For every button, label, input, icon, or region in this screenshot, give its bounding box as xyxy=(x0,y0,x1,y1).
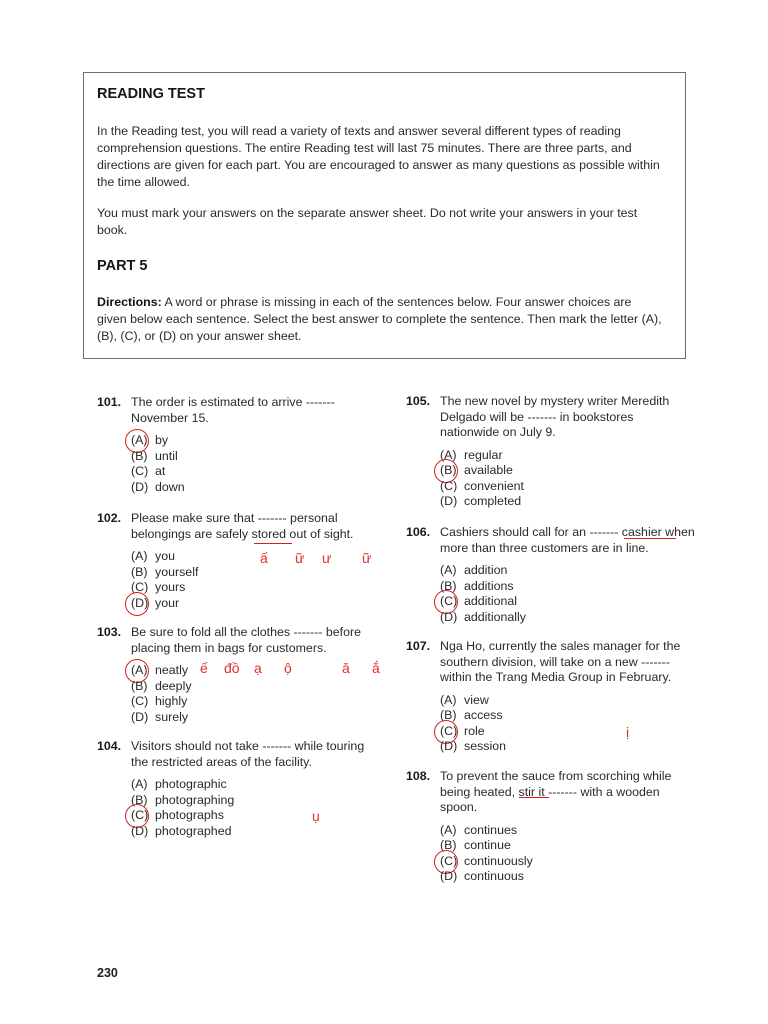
annotation-note: ế xyxy=(200,660,208,676)
option-a[interactable]: (A) by xyxy=(131,433,382,449)
annotation-note: ấ xyxy=(260,550,268,566)
option-d[interactable]: (D) surely xyxy=(131,709,189,724)
question-number: 107. xyxy=(406,639,431,653)
option-d[interactable]: (D) photographed xyxy=(131,823,232,838)
option-b[interactable]: (B) access xyxy=(440,708,503,722)
underline-stored xyxy=(254,543,292,544)
question-105 xyxy=(406,394,691,510)
annotation-note: ă xyxy=(342,660,350,676)
answer-circle xyxy=(125,592,149,616)
option-d[interactable]: (D) session xyxy=(440,739,507,753)
question-number: 102. xyxy=(97,511,122,525)
question-text: Cashiers should call for an ------- cashier when more than three customers are in line. xyxy=(440,525,695,555)
option-b[interactable]: (B) until xyxy=(131,448,178,463)
option-d[interactable]: (D) additionally xyxy=(440,609,526,624)
section-title: READING TEST xyxy=(97,86,205,102)
option-c[interactable]: (C) role xyxy=(440,724,696,740)
directions-label: Directions: xyxy=(97,295,162,309)
question-number: 108. xyxy=(406,769,431,783)
directions xyxy=(97,294,662,345)
annotation-note: ữ xyxy=(362,550,372,566)
option-b[interactable]: (B) deeply xyxy=(131,678,192,693)
question-text: The new novel by mystery writer Meredith Delgado will be ------- in bookstores nationwide on July 9. xyxy=(440,394,670,439)
option-c[interactable]: (C) yours xyxy=(131,580,186,594)
option-d[interactable]: (D) continuous xyxy=(440,869,524,883)
question-106 xyxy=(406,525,696,625)
question-number: 106. xyxy=(406,525,431,539)
question-text: Visitors should not take ------- while touring the restricted areas of the facility. xyxy=(131,739,365,769)
underline-cashier xyxy=(624,538,676,539)
option-b[interactable]: (B) available xyxy=(440,463,691,479)
annotation-note: ị xyxy=(626,724,630,740)
question-101 xyxy=(97,395,382,495)
annotation-note: ắ xyxy=(372,660,380,676)
question-number: 104. xyxy=(97,739,122,753)
part-title: PART 5 xyxy=(97,258,148,274)
question-text: Nga Ho, currently the sales manager for the southern division, will take on a new ------- within the Trang Media Group in February. xyxy=(440,639,681,684)
question-number: 103. xyxy=(97,625,122,639)
annotation-note: ữ xyxy=(295,550,305,566)
option-b[interactable]: (B) continue xyxy=(440,838,511,852)
annotation-note: ư xyxy=(322,550,332,566)
option-c[interactable]: (C) additional xyxy=(440,594,696,610)
question-108 xyxy=(406,769,691,885)
question-text: To prevent the sauce from scorching while being heated, stir it ------- with a wooden spoon. xyxy=(440,769,672,814)
option-c[interactable]: (C) at xyxy=(131,464,166,478)
option-d[interactable]: (D) down xyxy=(131,479,185,494)
question-number: 105. xyxy=(406,394,431,408)
question-text: Be sure to fold all the clothes ------- before placing them in bags for customers. xyxy=(131,625,362,655)
question-107 xyxy=(406,639,696,755)
option-a[interactable]: (A) regular xyxy=(440,447,503,462)
option-b[interactable]: (B) additions xyxy=(440,578,514,593)
option-c[interactable]: (C) highly xyxy=(131,694,188,708)
question-text: The order is estimated to arrive ------- November 15. xyxy=(131,395,335,425)
option-c[interactable]: (C) convenient xyxy=(440,478,524,493)
option-d[interactable]: (D) your xyxy=(131,596,372,612)
option-a[interactable]: (A) you xyxy=(131,549,175,563)
question-number: 101. xyxy=(97,395,122,409)
option-c[interactable]: (C) continuously xyxy=(440,854,691,870)
question-104 xyxy=(97,739,382,839)
mark-instruction: You must mark your answers on the separate answer sheet. Do not write your answers in your test book. xyxy=(97,206,638,237)
question-text: Please make sure that ------- personal belongings are safely stored out of sight. xyxy=(131,511,354,541)
page-number: 230 xyxy=(97,966,118,980)
directions-text: A word or phrase is missing in each of the sentences below. Four answer choices are given below each sentence. Select the best answer to complete the sentence. Then mark the letter (A), (B), (C), or (D) on your answer sheet. xyxy=(97,295,662,343)
annotation-note: ụ xyxy=(312,808,320,824)
option-a[interactable]: (A) view xyxy=(440,692,489,707)
intro-paragraph: In the Reading test, you will read a variety of texts and answer several different types of reading comprehension questions. The entire Reading test will last 75 minutes. There are three parts, and directions are given for each part. You are encouraged to answer as many questions as possible within the time allowed. xyxy=(97,124,660,189)
option-a[interactable]: (A) addition xyxy=(440,563,508,577)
annotation-note: đồ xyxy=(224,660,240,676)
option-d[interactable]: (D) completed xyxy=(440,494,522,508)
option-a[interactable]: (A) photographic xyxy=(131,777,227,791)
option-c[interactable]: (C) photographs xyxy=(131,808,382,824)
annotation-note: ạ xyxy=(254,660,262,676)
annotation-note: ộ xyxy=(284,660,292,676)
option-b[interactable]: (B) yourself xyxy=(131,564,199,579)
option-a[interactable]: (A) continues xyxy=(440,822,518,837)
underline-stir-it xyxy=(519,797,549,798)
option-b[interactable]: (B) photographing xyxy=(131,792,235,807)
option-a[interactable]: (A) neatly xyxy=(131,663,382,679)
